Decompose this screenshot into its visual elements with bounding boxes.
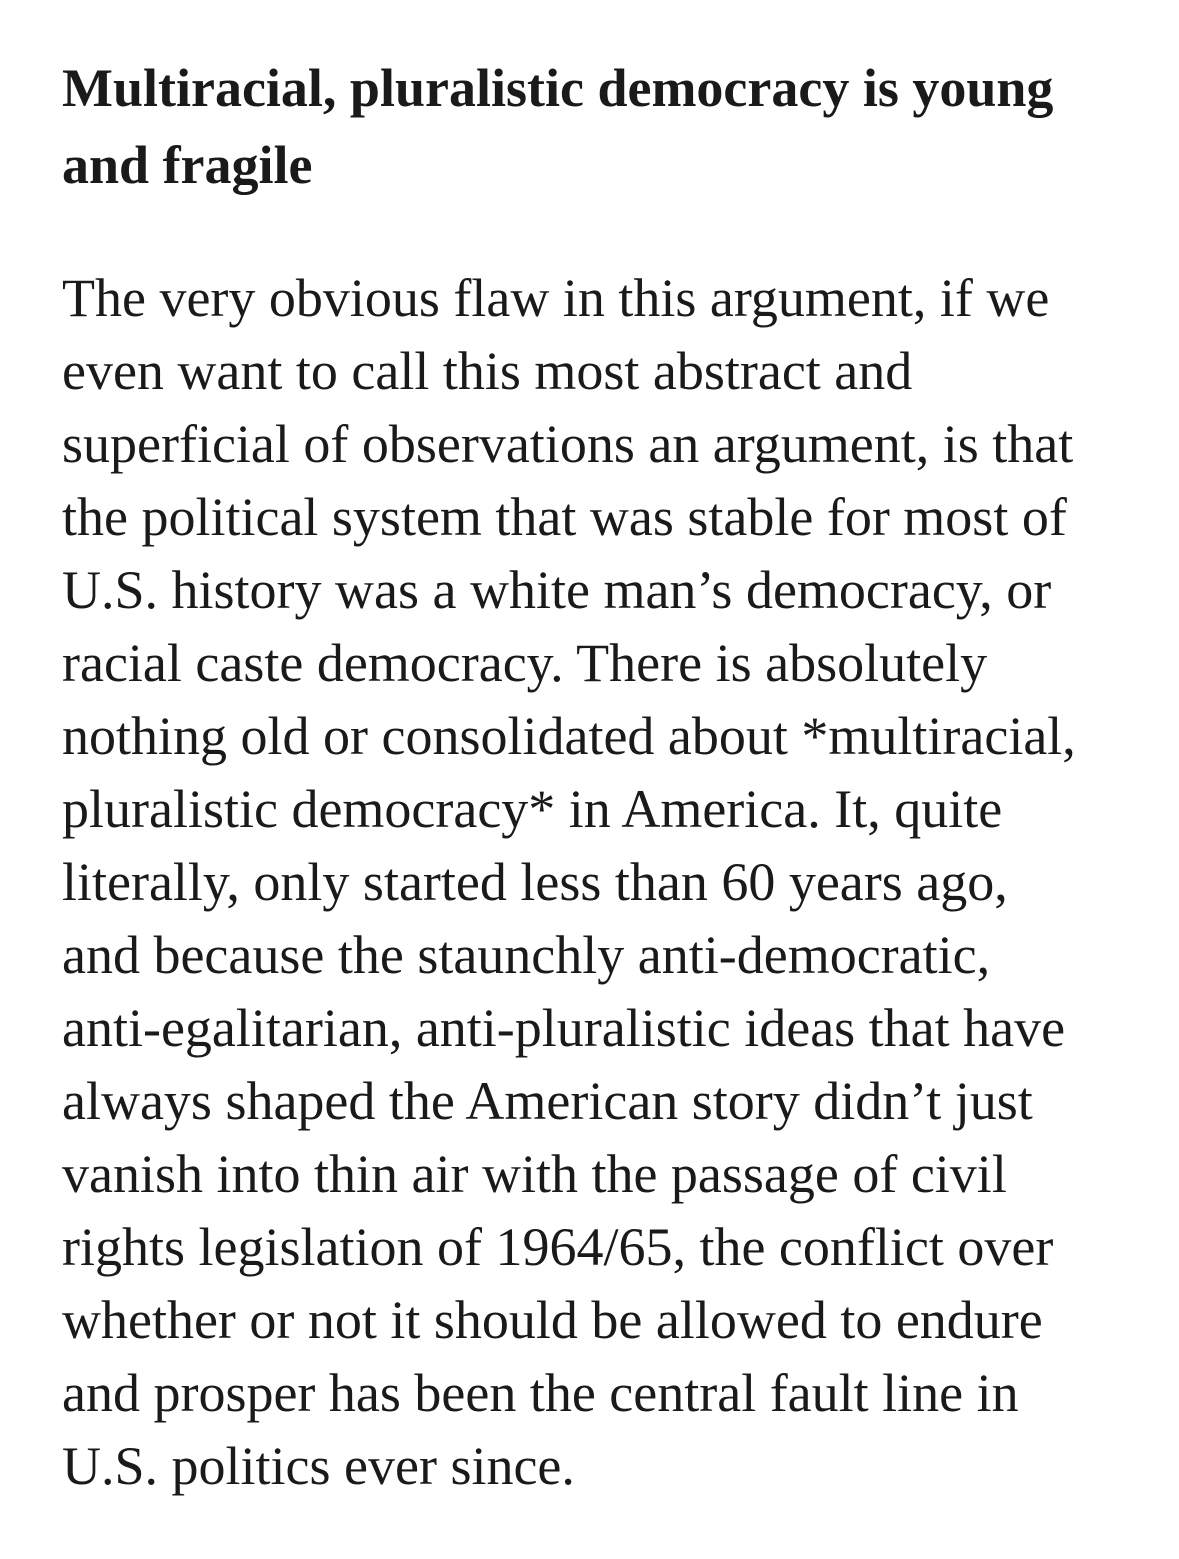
- article-heading: Multiracial, pluralistic democracy is young and fragile: [62, 58, 1054, 195]
- article-paragraph: The very obvious flaw in this argument, if we even want to call this most abstract and superficial of observations an argument, is that the political system that was stable for most of U.S. history was a white man’s democracy, or racial caste democracy. There is absolutely nothing old or consolidated about *multiracial, pluralistic democracy* in America. It, quite literally, only started less than 60 years ago, and because the staunchly anti-democratic, anti-egalitarian, anti-pluralistic ideas that have always shaped the American story didn’t just vanish into thin air with the passage of civil rights legislation of 1964/65, the conflict over whether or not it should be allowed to endure and prosper has been the central fault line in U.S. politics ever since.: [62, 268, 1076, 1496]
